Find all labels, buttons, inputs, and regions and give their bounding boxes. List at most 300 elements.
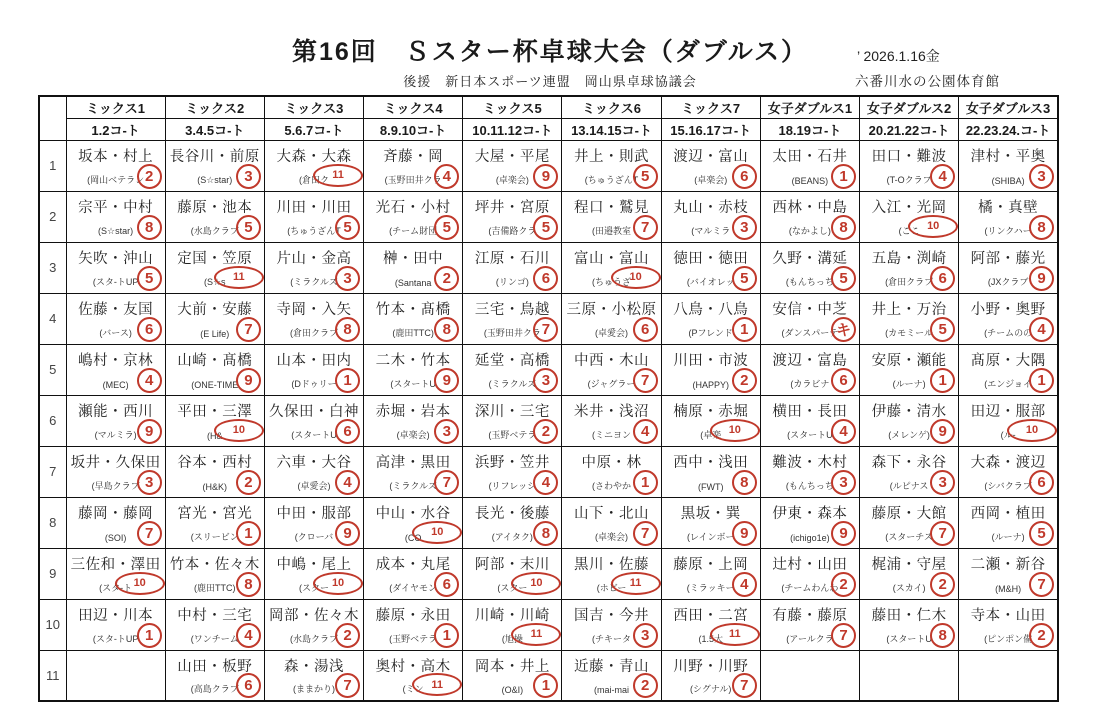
pair-cell <box>661 599 760 650</box>
pair-cell <box>661 650 760 701</box>
pair-names: 奥村・高木 <box>375 658 451 675</box>
pair-names: 定国・笠原 <box>177 250 253 267</box>
pair-names: 宮光・宮光 <box>177 505 253 522</box>
column-event-header: ミックス2 <box>165 96 264 118</box>
seed-number-circle: 2 <box>831 572 856 597</box>
club-name: (SHIBA) <box>991 175 1025 186</box>
column-courts-header: 8.9.10コ-ト <box>364 118 463 140</box>
pair-names: 深川・三宅 <box>474 403 550 420</box>
seed-number-circle: 6 <box>434 572 459 597</box>
pair-names: 藤岡・藤岡 <box>78 505 154 522</box>
seed-number-circle: 1 <box>1029 368 1054 393</box>
seed-number-circle: 9 <box>533 164 558 189</box>
seed-number-circle: 3 <box>732 215 757 240</box>
club-name: (アールクラ <box>786 633 834 644</box>
club-name: (玉野ベテラ <box>389 633 438 644</box>
pair-cell <box>364 548 463 599</box>
pair-names: 藤原・永田 <box>375 607 451 624</box>
sponsor-line: 後援 新日本スポーツ連盟 岡山県卓球協議会 <box>403 74 697 89</box>
seed-number-circle: 1 <box>434 623 459 648</box>
seed-number-circle: 7 <box>633 521 658 546</box>
pair-names: 中原・林 <box>581 454 642 471</box>
event-date: ’ 2026.1.16金 <box>857 48 940 64</box>
pair-cell <box>165 497 264 548</box>
seed-number-circle: 5 <box>930 317 955 342</box>
pair-names: 黒坂・巽 <box>680 505 741 522</box>
pair-names: 小野・奥野 <box>970 301 1046 318</box>
seed-number-circle: 11 <box>611 572 661 595</box>
pair-names: 中田・服部 <box>276 505 352 522</box>
club-name: (ミラッキー <box>686 582 735 593</box>
seed-number-circle: 2 <box>434 266 459 291</box>
empty-cell <box>66 650 165 701</box>
column-event-header: ミックス6 <box>562 96 661 118</box>
pair-names: 入江・光岡 <box>871 199 947 216</box>
pair-cell <box>959 446 1058 497</box>
club-name: (S☆s <box>203 276 226 287</box>
page-title: 第16回 Ｓスター杯卓球大会（ダブルス） <box>291 38 809 66</box>
pair-cell <box>562 599 661 650</box>
club-name: (ONE-TIME <box>191 379 239 390</box>
club-name: (スカイ) <box>892 582 926 593</box>
pair-cell <box>959 497 1058 548</box>
pair-names: 黒川・佐藤 <box>574 556 650 573</box>
pair-names: 辻村・山田 <box>772 556 848 573</box>
pair-cell <box>264 599 363 650</box>
pair-names: 山崎・髙橋 <box>177 352 253 369</box>
pair-names: 田辺・服部 <box>970 403 1046 420</box>
pair-cell <box>165 242 264 293</box>
club-name: (卓楽会) <box>694 174 728 185</box>
pair-names: 梶浦・守屋 <box>871 556 947 573</box>
column-courts-header: 3.4.5コ-ト <box>165 118 264 140</box>
club-name: (S☆star) <box>197 174 233 185</box>
seed-number-circle: 9 <box>831 521 856 546</box>
column-event-header: ミックス5 <box>463 96 562 118</box>
pair-names: 森・湯浅 <box>283 658 344 675</box>
pair-names: 森下・永谷 <box>871 454 947 471</box>
seed-number-circle: 7 <box>633 368 658 393</box>
seed-number-circle: 6 <box>930 266 955 291</box>
pair-cell <box>264 140 363 191</box>
seed-number-circle: 2 <box>930 572 955 597</box>
pair-names: 榊・田中 <box>383 250 444 267</box>
table-row <box>39 446 1058 497</box>
seed-number-circle: 7 <box>1029 572 1054 597</box>
seed-number-circle: 7 <box>335 673 360 698</box>
pair-cell <box>264 497 363 548</box>
pair-cell <box>463 599 562 650</box>
seed-number-circle: 3 <box>633 623 658 648</box>
column-courts-header: 13.14.15コ-ト <box>562 118 661 140</box>
pair-names: 江原・石川 <box>474 250 550 267</box>
pair-cell <box>661 344 760 395</box>
pair-cell <box>860 446 959 497</box>
pair-names: 山下・北山 <box>574 505 650 522</box>
pair-cell <box>860 599 959 650</box>
pair-cell <box>760 395 859 446</box>
club-name: (バース) <box>99 327 132 338</box>
seed-number-circle: 5 <box>434 215 459 240</box>
seed-number-circle: 9 <box>930 419 955 444</box>
pair-cell <box>463 497 562 548</box>
club-name: (ワンチーム <box>190 633 239 644</box>
pair-names: 大森・渡辺 <box>970 454 1046 471</box>
club-name: (H& <box>207 430 223 441</box>
club-name: (Pフレンド <box>688 327 733 338</box>
seed-number-circle: 6 <box>633 317 658 342</box>
pair-names: 中村・三宅 <box>177 607 253 624</box>
seed-number-circle: 7 <box>533 317 558 342</box>
pair-cell <box>562 497 661 548</box>
pair-names: 川田・市波 <box>673 352 749 369</box>
pair-cell <box>959 191 1058 242</box>
pair-names: 安原・瀬能 <box>871 352 947 369</box>
club-name: (ホビー <box>596 582 627 593</box>
club-name: (ままかり) <box>292 684 335 694</box>
seed-number-circle: 5 <box>1029 521 1054 546</box>
pair-cell <box>760 242 859 293</box>
pair-names: 田口・難波 <box>871 148 947 165</box>
seed-number-circle: 7 <box>732 673 757 698</box>
seed-number-circle: 4 <box>335 470 360 495</box>
schedule-table <box>38 95 1059 702</box>
club-name: (T-Oクラブ <box>886 174 932 185</box>
seed-number-circle: 11 <box>710 623 760 646</box>
pair-names: 西林・中島 <box>772 199 848 216</box>
club-name: (HAPPY) <box>692 379 729 390</box>
seed-number-circle: 3 <box>930 470 955 495</box>
club-name: (卓楽会) <box>396 429 430 440</box>
pair-names: 谷本・西村 <box>177 454 253 471</box>
pair-cell <box>562 548 661 599</box>
pair-cell <box>661 395 760 446</box>
seed-number-circle: 8 <box>434 317 459 342</box>
pair-cell <box>463 344 562 395</box>
pair-cell <box>760 293 859 344</box>
pair-cell <box>760 191 859 242</box>
seed-number-circle: 3 <box>533 368 558 393</box>
pair-names: 藤田・仁木 <box>871 607 947 624</box>
pair-cell <box>264 446 363 497</box>
club-name: (玉野田井クラ <box>483 327 541 338</box>
pair-names: 有藤・藤原 <box>772 607 848 624</box>
club-name: (スタートU <box>886 633 932 644</box>
table-row <box>39 548 1058 599</box>
pair-cell <box>562 191 661 242</box>
club-name: (ミラクルズ <box>488 378 537 389</box>
seed-number-circle: 7 <box>633 215 658 240</box>
club-name: (倉田ク <box>298 174 329 185</box>
pair-names: 大屋・平尾 <box>474 148 550 165</box>
column-event-header: 女子ダブルス2 <box>860 96 959 118</box>
seed-number-circle: 9 <box>434 368 459 393</box>
seed-number-circle: 2 <box>533 419 558 444</box>
pair-cell <box>860 242 959 293</box>
pair-names: 大前・安藤 <box>177 301 253 318</box>
seed-number-circle: 3 <box>1029 164 1054 189</box>
pair-names: 国吉・今井 <box>574 607 650 624</box>
pair-cell <box>562 446 661 497</box>
seed-number-circle: 10 <box>214 419 264 442</box>
pair-cell <box>264 650 363 701</box>
pair-cell <box>264 395 363 446</box>
seed-number-circle: 8 <box>236 572 261 597</box>
pair-cell <box>959 344 1058 395</box>
seed-number-circle: 9 <box>732 521 757 546</box>
pair-cell <box>264 191 363 242</box>
pair-names: 丸山・赤枝 <box>673 199 749 216</box>
seed-number-circle: 8 <box>533 521 558 546</box>
club-name: (リンクハー <box>984 225 1032 236</box>
club-name: (卓楽 <box>700 429 722 440</box>
pair-names: 安信・中芝 <box>772 301 848 318</box>
seed-number-circle: 4 <box>533 470 558 495</box>
seed-number-circle: 11 <box>313 164 363 187</box>
pair-cell <box>66 293 165 344</box>
pair-cell <box>165 650 264 701</box>
club-name: (ジャグラー <box>587 378 636 389</box>
table-row <box>39 293 1058 344</box>
column-courts-header: 18.19コ-ト <box>760 118 859 140</box>
club-name: (ダンスパーテ <box>781 327 839 338</box>
table-row <box>39 191 1058 242</box>
club-name: (早島クラブ <box>91 480 140 491</box>
seed-number-circle: 9 <box>236 368 261 393</box>
column-courts-header: 10.11.12コ-ト <box>463 118 562 140</box>
seed-number-circle: 8 <box>930 623 955 648</box>
club-name: (なかよし) <box>788 225 831 236</box>
pair-cell <box>66 497 165 548</box>
seed-number-circle: 5 <box>335 215 360 240</box>
club-name: (アイタク) <box>491 531 533 542</box>
club-name: (リンゴ) <box>495 276 529 287</box>
seed-number-circle: 10 <box>908 215 958 238</box>
pair-names: 二木・竹本 <box>375 352 451 369</box>
pair-names: 久保田・白神 <box>268 403 359 420</box>
club-name: (ルーナ) <box>892 378 926 389</box>
seed-number-circle: 1 <box>930 368 955 393</box>
pair-cell <box>760 599 859 650</box>
seed-number-circle: 6 <box>533 266 558 291</box>
pair-cell <box>66 548 165 599</box>
corner-cell <box>39 96 66 140</box>
pair-cell <box>66 395 165 446</box>
seed-number-circle: 2 <box>335 623 360 648</box>
pair-cell <box>264 344 363 395</box>
pair-cell <box>860 548 959 599</box>
pair-names: 光石・小村 <box>375 199 451 216</box>
club-name: (ミン <box>402 684 424 694</box>
pair-names: 西岡・植田 <box>970 505 1046 522</box>
pair-cell <box>959 395 1058 446</box>
seed-number-circle: 7 <box>434 470 459 495</box>
club-name: (チームわんわ <box>781 582 839 593</box>
seed-number-circle: 5 <box>732 266 757 291</box>
pair-cell <box>165 191 264 242</box>
seed-number-circle: 6 <box>137 317 162 342</box>
column-courts-header: 5.6.7コ-ト <box>264 118 363 140</box>
pair-names: 渡辺・富山 <box>673 148 749 165</box>
seed-number-circle: 11 <box>214 266 264 289</box>
round-number: 3 <box>39 242 66 293</box>
seed-number-circle: 5 <box>633 164 658 189</box>
club-name: (スタ-トUP <box>92 633 139 644</box>
pair-cell <box>364 395 463 446</box>
club-name: (S☆star) <box>98 225 134 236</box>
club-name: (バイオレッ <box>686 276 735 287</box>
pair-names: 矢吹・沖山 <box>78 250 154 267</box>
pair-cell <box>760 548 859 599</box>
seed-number-circle: 4 <box>732 572 757 597</box>
seed-number-circle: 3 <box>831 470 856 495</box>
pair-cell <box>760 344 859 395</box>
pair-names: 髙原・大隅 <box>970 352 1046 369</box>
pair-names: 西田・二宮 <box>673 607 749 624</box>
pair-names: 六車・大谷 <box>276 454 352 471</box>
table-row <box>39 242 1058 293</box>
club-name: (水島クラブ <box>289 633 338 644</box>
seed-number-circle: 4 <box>434 164 459 189</box>
seed-number-circle: 11 <box>412 673 462 696</box>
seed-number-circle: 4 <box>137 368 162 393</box>
club-name: (マルミラ) <box>94 429 137 440</box>
pair-names: 阿部・末川 <box>474 556 550 573</box>
club-name: (メレンゲ) <box>888 429 930 440</box>
club-name: (マルミラ <box>691 225 731 236</box>
pair-names: 田辺・川本 <box>78 607 154 624</box>
column-event-header: 女子ダブルス1 <box>760 96 859 118</box>
pair-cell <box>860 395 959 446</box>
pair-names: 成本・丸尾 <box>375 556 451 573</box>
club-name: (倉田クラブ <box>289 327 338 338</box>
pair-names: 山本・田内 <box>276 352 352 369</box>
pair-cell <box>860 191 959 242</box>
pair-cell <box>66 191 165 242</box>
club-name: (クローバ <box>294 531 334 542</box>
club-name: (ichigo1e) <box>790 532 830 543</box>
pair-cell <box>959 242 1058 293</box>
pair-cell <box>463 446 562 497</box>
pair-names: 高津・黒田 <box>375 454 451 471</box>
club-name: (チームのの <box>984 327 1033 338</box>
seed-number-circle: 6 <box>732 164 757 189</box>
pair-names: 渡辺・富島 <box>772 352 848 369</box>
pair-names: 宗平・中村 <box>78 199 154 216</box>
club-name: (JXクラブ <box>987 276 1029 287</box>
club-name: (卓楽会) <box>595 531 629 542</box>
club-name: (mai-mai <box>594 685 630 695</box>
club-name: (MEC) <box>102 379 129 390</box>
pair-names: 中嶋・尾上 <box>276 556 352 573</box>
round-number: 10 <box>39 599 66 650</box>
club-name: (CO <box>404 532 422 543</box>
pair-cell <box>562 293 661 344</box>
pair-names: 岡本・井上 <box>474 658 550 675</box>
pair-names: 程口・鷲見 <box>574 199 650 216</box>
club-name: (Santana <box>394 277 432 288</box>
seed-number-circle: 4 <box>633 419 658 444</box>
pair-names: 瀬能・西川 <box>78 403 154 420</box>
seed-number-circle: 9 <box>335 521 360 546</box>
seed-number-circle: 2 <box>1029 623 1054 648</box>
pair-cell <box>959 140 1058 191</box>
seed-number-circle: 4 <box>1029 317 1054 342</box>
pair-cell <box>562 140 661 191</box>
club-name: (ここ <box>898 225 920 236</box>
seed-number-circle: 10 <box>511 572 561 595</box>
pair-names: 三原・小松原 <box>566 301 657 318</box>
club-name: (ル- <box>1000 429 1016 440</box>
column-event-header: ミックス3 <box>264 96 363 118</box>
pair-names: 井上・万治 <box>871 301 947 318</box>
club-name: (FWT) <box>697 481 724 492</box>
club-name: (SOI) <box>104 532 127 543</box>
club-name: (スリービン <box>190 531 239 542</box>
club-name: (スタ-トUP <box>92 276 139 287</box>
seed-number-circle: 5 <box>236 215 261 240</box>
pair-cell <box>661 242 760 293</box>
pair-cell <box>959 293 1058 344</box>
pair-names: 阿部・藤光 <box>970 250 1046 267</box>
club-name: (スターチス <box>885 531 933 542</box>
empty-cell <box>860 650 959 701</box>
round-number: 4 <box>39 293 66 344</box>
seed-number-circle: 4 <box>236 623 261 648</box>
club-name: (ちゅうざんT <box>287 225 341 236</box>
pair-cell <box>562 395 661 446</box>
club-name: (リフレッシ <box>488 480 537 491</box>
pair-cell <box>165 140 264 191</box>
round-number: 2 <box>39 191 66 242</box>
pair-cell <box>364 446 463 497</box>
club-name: (スタートU <box>291 429 337 440</box>
table-row <box>39 395 1058 446</box>
pair-names: 徳田・徳田 <box>673 250 749 267</box>
pair-names: 竹本・佐々木 <box>169 556 260 573</box>
pair-cell <box>66 446 165 497</box>
pair-names: 斉藤・岡 <box>383 148 444 165</box>
club-name: (レインボー <box>686 531 735 542</box>
seed-number-circle: 1 <box>236 521 261 546</box>
seed-number-circle: 9 <box>1029 266 1054 291</box>
pair-names: 太田・石井 <box>772 148 848 165</box>
pair-names: 嶋村・京林 <box>78 352 154 369</box>
club-name: (チキータ <box>592 633 632 644</box>
pair-cell <box>760 497 859 548</box>
seed-number-circle: 4 <box>831 419 856 444</box>
seed-number-circle: 1 <box>533 673 558 698</box>
club-name: (スター <box>298 582 329 593</box>
seed-number-circle: 2 <box>137 164 162 189</box>
table-row <box>39 650 1058 701</box>
club-name: (ピンポン備 <box>984 633 1033 644</box>
pair-cell <box>860 497 959 548</box>
club-name: (M&H) <box>995 583 1022 594</box>
round-number: 5 <box>39 344 66 395</box>
pair-names: 平田・三澤 <box>177 403 253 420</box>
pair-cell <box>860 293 959 344</box>
pair-names: 中山・水谷 <box>375 505 451 522</box>
pair-names: 延堂・高橋 <box>474 352 550 369</box>
seed-number-circle: 8 <box>831 215 856 240</box>
pair-names: 藤原・上岡 <box>673 556 749 573</box>
club-name: (もんちっち <box>785 480 834 491</box>
pair-cell <box>562 344 661 395</box>
club-name: (ルピナス <box>889 480 929 491</box>
club-name: (水島クラブ <box>190 225 239 236</box>
seed-number-circle: 6 <box>236 673 261 698</box>
